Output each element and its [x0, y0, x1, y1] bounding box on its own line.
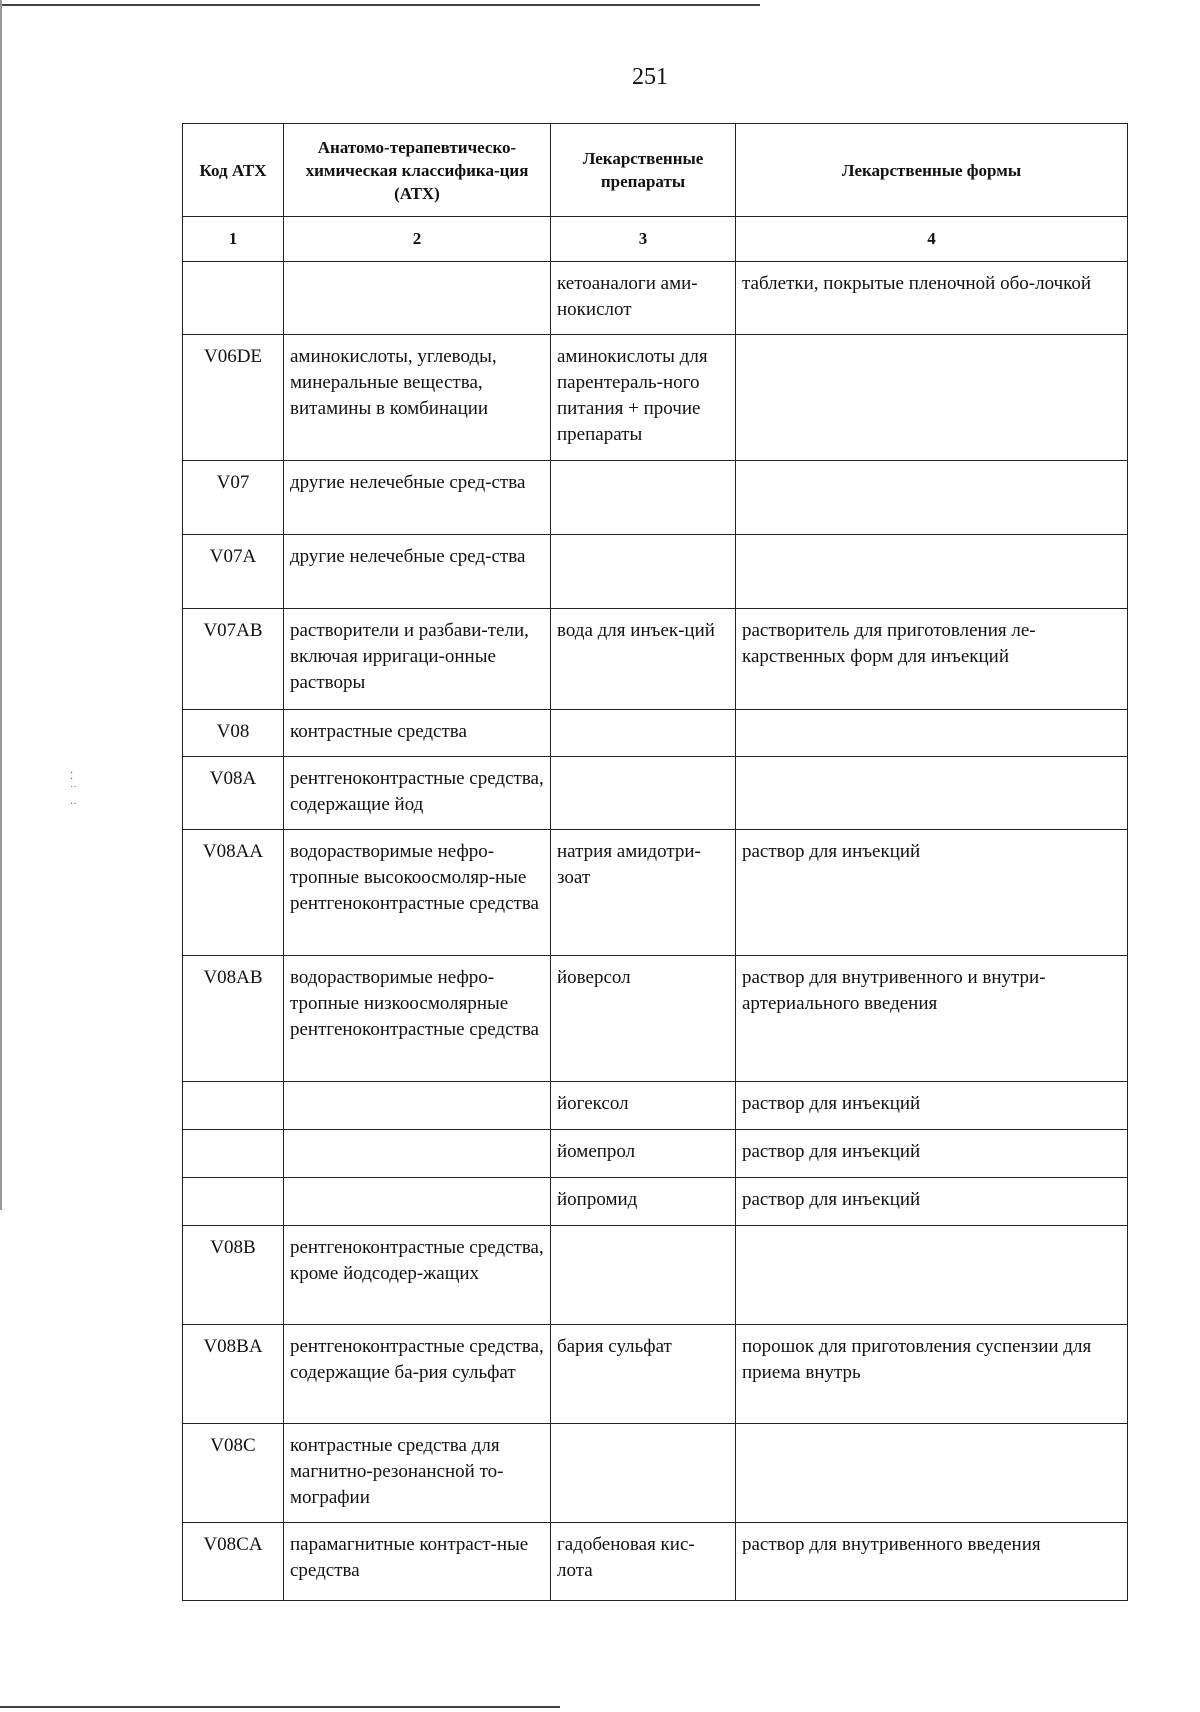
scan-top-line	[0, 4, 760, 6]
atx-code-cell	[183, 1130, 284, 1178]
drug-cell: вода для инъек-ций	[551, 609, 736, 710]
atx-class-cell: другие нелечебные сред-ства	[284, 535, 551, 609]
atx-code-cell: V08B	[183, 1226, 284, 1325]
atx-class-cell: водорастворимые нефро-тропные высокоосмоляр-ные рентгеноконтрастные средства	[284, 830, 551, 956]
atx-code-cell: V08A	[183, 757, 284, 830]
dosage-form-cell: таблетки, покрытые пленочной обо-лочкой	[736, 262, 1128, 335]
atx-code-cell: V07AB	[183, 609, 284, 710]
dosage-form-cell	[736, 335, 1128, 461]
column-number: 3	[551, 217, 736, 262]
drug-cell	[551, 1424, 736, 1523]
drug-cell	[551, 757, 736, 830]
dosage-form-cell: раствор для внутривенного и внутри-артериального введения	[736, 956, 1128, 1082]
dosage-form-cell	[736, 757, 1128, 830]
drug-cell: аминокислоты для парентераль-ного питания + прочие препараты	[551, 335, 736, 461]
atx-class-cell	[284, 1130, 551, 1178]
drug-cell: йомепрол	[551, 1130, 736, 1178]
dosage-form-cell	[736, 1424, 1128, 1523]
atx-code-cell: V08C	[183, 1424, 284, 1523]
header-atx-code: Код ATX	[183, 124, 284, 217]
drug-cell: бария сульфат	[551, 1325, 736, 1424]
atx-code-cell: V08	[183, 710, 284, 757]
atx-class-cell: водорастворимые нефро-тропные низкоосмолярные рентгеноконтрастные средства	[284, 956, 551, 1082]
table-row	[183, 1226, 1128, 1325]
header-row	[183, 124, 1128, 217]
column-number: 4	[736, 217, 1128, 262]
atx-class-cell: парамагнитные контраст-ные средства	[284, 1523, 551, 1601]
atx-code-cell: V07	[183, 461, 284, 535]
atx-code-cell: V08AA	[183, 830, 284, 956]
column-number-row	[183, 217, 1128, 262]
drug-cell: йопромид	[551, 1178, 736, 1226]
table-row	[183, 830, 1128, 956]
table-row	[183, 956, 1128, 1082]
atx-code-cell	[183, 262, 284, 335]
atx-code-cell: V08AB	[183, 956, 284, 1082]
atx-classification-table	[182, 123, 1128, 1601]
dosage-form-cell	[736, 535, 1128, 609]
atx-code-cell: V08BA	[183, 1325, 284, 1424]
dosage-form-cell: раствор для инъекций	[736, 1130, 1128, 1178]
table-row	[183, 1325, 1128, 1424]
table-row	[183, 1082, 1128, 1130]
atx-class-cell: другие нелечебные сред-ства	[284, 461, 551, 535]
table-row	[183, 262, 1128, 335]
table-row	[183, 1178, 1128, 1226]
drug-cell	[551, 710, 736, 757]
table-body	[183, 262, 1128, 1601]
dosage-form-cell: раствор для внутривенного введения	[736, 1523, 1128, 1601]
atx-code-cell: V07A	[183, 535, 284, 609]
atx-class-cell: рентгеноконтрастные средства, содержащие йод	[284, 757, 551, 830]
table-row	[183, 1523, 1128, 1601]
dosage-form-cell: порошок для приготовления суспензии для приема внутрь	[736, 1325, 1128, 1424]
table-row	[183, 710, 1128, 757]
drug-cell: йоверсол	[551, 956, 736, 1082]
drug-cell: натрия амидотри-зоат	[551, 830, 736, 956]
drug-cell: кетоаналоги ами-нокислот	[551, 262, 736, 335]
dosage-form-cell: раствор для инъекций	[736, 830, 1128, 956]
scan-bottom-line	[0, 1706, 560, 1708]
atx-code-cell	[183, 1178, 284, 1226]
atx-class-cell	[284, 1178, 551, 1226]
atx-code-cell: V06DE	[183, 335, 284, 461]
drug-cell: гадобеновая кис-лота	[551, 1523, 736, 1601]
header-atx-classification: Анатомо-терапевтическо-химическая классифика-ция (АТХ)	[284, 124, 551, 217]
table-row	[183, 1424, 1128, 1523]
dosage-form-cell	[736, 710, 1128, 757]
atx-class-cell	[284, 1082, 551, 1130]
dosage-form-cell	[736, 1226, 1128, 1325]
dosage-form-cell: раствор для инъекций	[736, 1082, 1128, 1130]
drug-cell: йогексол	[551, 1082, 736, 1130]
atx-class-cell: рентгеноконтрастные средства, содержащие ба-рия сульфат	[284, 1325, 551, 1424]
atx-class-cell: контрастные средства	[284, 710, 551, 757]
atx-class-cell: растворители и разбави-тели, включая ирригаци-онные растворы	[284, 609, 551, 710]
atx-code-cell	[183, 1082, 284, 1130]
header-drugs: Лекарственные препараты	[551, 124, 736, 217]
dosage-form-cell	[736, 461, 1128, 535]
dosage-form-cell: раствор для инъекций	[736, 1178, 1128, 1226]
table-row	[183, 757, 1128, 830]
scan-left-edge	[0, 0, 2, 1210]
atx-class-cell: рентгеноконтрастные средства, кроме йодсодер-жащих	[284, 1226, 551, 1325]
drug-cell	[551, 1226, 736, 1325]
atx-class-cell	[284, 262, 551, 335]
drug-cell	[551, 461, 736, 535]
atx-code-cell: V08CA	[183, 1523, 284, 1601]
column-number: 1	[183, 217, 284, 262]
atx-class-cell: контрастные средства для магнитно-резонансной то-мографии	[284, 1424, 551, 1523]
header-dosage-forms: Лекарственные формы	[736, 124, 1128, 217]
atx-class-cell: аминокислоты, углеводы, минеральные вещества, витамины в комбинации	[284, 335, 551, 461]
table-row	[183, 335, 1128, 461]
page-number: 251	[632, 64, 668, 90]
dosage-form-cell: растворитель для приготовления ле-карственных форм для инъекций	[736, 609, 1128, 710]
table-row	[183, 609, 1128, 710]
table-row	[183, 461, 1128, 535]
table-row	[183, 1130, 1128, 1178]
drug-cell	[551, 535, 736, 609]
scan-speckle: ⁚ ˙˙ ··	[70, 771, 77, 810]
column-number: 2	[284, 217, 551, 262]
table-row	[183, 535, 1128, 609]
